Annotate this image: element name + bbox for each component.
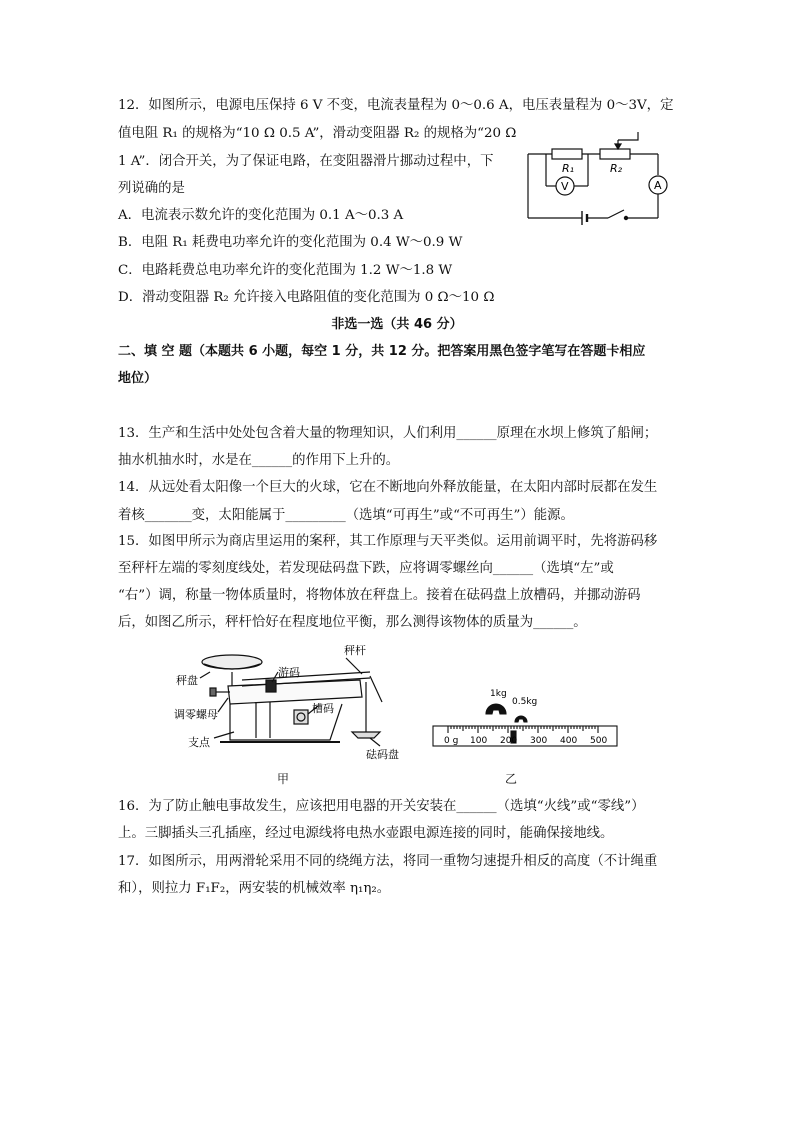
beam-tick-label: 0 g xyxy=(444,736,459,746)
beam-scale-figure xyxy=(430,684,622,750)
section2-line2: 地位） xyxy=(118,371,158,386)
label-pan: 秤盘 xyxy=(176,674,198,687)
q13-line2: 抽水机抽水时，水是在______的作用下上升的。 xyxy=(118,453,400,468)
beam-tick-label: 100 xyxy=(470,736,488,746)
q15-line3: “右”）调，称量一物体质量时，将物体放在秤盘上。接着在砝码盘上放槽码，并挪动游码 xyxy=(118,588,641,603)
beam-tick-label: 200 xyxy=(500,736,518,746)
q16-line2: 上。三脚插头三孔插座，经过电源线将电热水壶跟电源连接的同时，能确保接地线。 xyxy=(118,826,614,841)
part2-header: 非选一选（共 46 分） xyxy=(331,317,463,332)
q17-line1: 17．如图所示，用两滑轮采用不同的绕绳方法，将同一重物匀速提升相反的高度（不计绳重 xyxy=(118,854,658,869)
q12-option-a: A．电流表示数允许的变化范围为 0.1 A～0.3 A xyxy=(118,208,404,223)
q12-line3: 1 A”．闭合开关，为了保证电路，在变阻器滑片挪动过程中，下 xyxy=(118,154,494,169)
section2-line1: 二、填 空 题（本题共 6 小题，每空 1 分，共 12 分。把答案用黑色签字笔写在答题卡相应 xyxy=(118,344,646,359)
figure-caption-jia: 甲 xyxy=(277,772,290,786)
beam-tick-label: 500 xyxy=(590,736,608,746)
q13-line1: 13．生产和生活中处处包含着大量的物理知识，人们利用______原理在水坝上修筑了船闸； xyxy=(118,426,658,441)
circuit-diagram xyxy=(520,132,670,232)
q12-line2: 值电阻 R₁ 的规格为“10 Ω 0.5 A”，滑动变阻器 R₂ 的规格为“20 Ω xyxy=(118,126,517,141)
r1-label: R₁ xyxy=(562,162,575,175)
resistor-r2 xyxy=(600,149,630,159)
q12-option-c: C．电路耗费总电功率允许的变化范围为 1.2 W～1.8 W xyxy=(118,263,453,278)
q12-option-d: D．滑动变阻器 R₂ 允许接入电路阻值的变化范围为 0 Ω～10 Ω xyxy=(118,290,495,305)
label-zero-screw: 调零螺母 xyxy=(174,708,218,721)
voltmeter-label: V xyxy=(561,180,569,193)
label-weight-pan: 砝码盘 xyxy=(366,748,399,761)
beam-tick-label: 300 xyxy=(530,736,548,746)
weight-1kg-label: 1kg xyxy=(490,689,507,699)
q15-line4: 后，如图乙所示，秤杆恰好在程度地位平衡，那么测得该物体的质量为______。 xyxy=(118,615,587,630)
resistor-r1 xyxy=(552,149,582,159)
ammeter-label: A xyxy=(654,179,662,192)
platform-scale-figure xyxy=(170,642,420,762)
r2-label: R₂ xyxy=(610,162,623,175)
label-pivot: 支点 xyxy=(188,736,210,749)
q15-line1: 15．如图甲所示为商店里运用的案秤，其工作原理与天平类似。运用前调平时，先将游码移 xyxy=(118,534,658,549)
label-rider: 游码 xyxy=(278,666,300,679)
label-slot-weight: 槽码 xyxy=(312,702,334,715)
weight-0.5kg-label: 0.5kg xyxy=(512,697,538,707)
q12-line4: 列说确的是 xyxy=(118,181,185,196)
q14-line1: 14．从远处看太阳像一个巨大的火球，它在不断地向外释放能量，在太阳内部时辰都在发生 xyxy=(118,480,658,495)
beam-tick-label: 400 xyxy=(560,736,578,746)
figure-caption-yi: 乙 xyxy=(505,772,518,786)
q12-option-b: B．电阻 R₁ 耗费电功率允许的变化范围为 0.4 W～0.9 W xyxy=(118,235,463,250)
weight-1kg xyxy=(486,704,506,714)
q16-line1: 16．为了防止触电事故发生，应该把用电器的开关安装在______（选填“火线”或“零线”） xyxy=(118,799,645,814)
label-rod: 秤杆 xyxy=(344,644,366,657)
weight-0.5kg xyxy=(515,716,527,722)
q17-line2: 和），则拉力 F₁F₂，两安装的机械效率 η₁η₂。 xyxy=(118,881,391,896)
q15-line2: 至秤杆左端的零刻度线处，若发现砝码盘下跌，应将调零螺丝向______（选填“左”或 xyxy=(118,561,614,576)
q14-line2: 着核_______变，太阳能属于_________（选填“可再生”或“不可再生”）能源。 xyxy=(118,508,574,523)
q12-line1: 12．如图所示，电源电压保持 6 V 不变，电流表量程为 0～0.6 A，电压表量程为 0～3V，定 xyxy=(118,98,674,113)
